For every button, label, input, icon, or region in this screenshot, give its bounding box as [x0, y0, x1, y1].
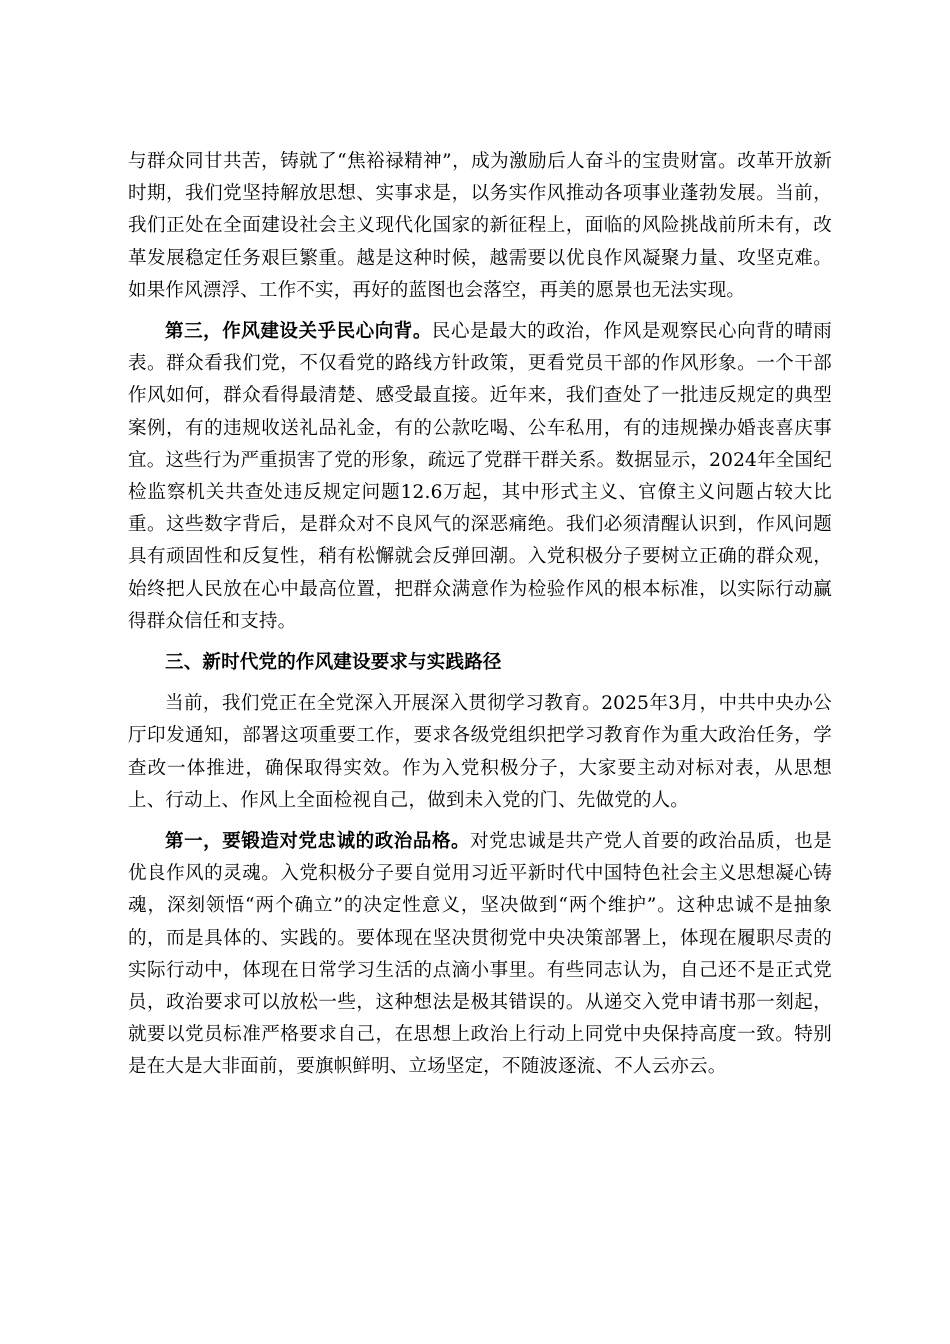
- paragraph-text: 当前，我们党正在全党深入开展深入贯彻学习教育。2025年3月，中共中央办公厅印发通知，部署这项重要工作，要求各级党组织把学习教育作为重大政治任务，学查改一体推进，确保取得实效。作为入党积极分子，大家要主动对标对表，从思想上、行动上、作风上全面检视自己，做到未入党的门、先做党的人。: [128, 693, 832, 811]
- paragraph-continuation: [128, 146, 832, 307]
- document-body: [128, 146, 832, 1093]
- paragraph-lead: 第一，要锻造对党忠诚的政治品格。: [165, 831, 471, 853]
- paragraph-first-point: [128, 826, 832, 1084]
- paragraph-text: 民心是最大的政治，作风是观察民心向背的晴雨表。群众看我们党，不仅看党的路线方针政策，更看党员干部的作风形象。一个干部作风如何，群众看得最清楚、感受最直接。近年来，我们查处了一批违反规定的典型案例，有的违规收送礼品礼金，有的公款吃喝、公车私用，有的违规操办婚丧喜庆事宜。这些行为严重损害了党的形象，疏远了党群干群关系。数据显示，2024年全国纪检监察机关共查处违反规定问题12.6万起，其中形式主义、官僚主义问题占较大比重。这些数字背后，是群众对不良风气的深恶痛绝。我们必须清醒认识到，作风问题具有顽固性和反复性，稍有松懈就会反弹回潮。入党积极分子要树立正确的群众观，始终把人民放在心中最高位置，把群众满意作为检验作风的根本标准，以实际行动赢得群众信任和支持。: [128, 321, 832, 632]
- paragraph-lead: 第三，作风建设关乎民心向背。: [165, 321, 432, 343]
- paragraph-text: 对党忠诚是共产党人首要的政治品质，也是优良作风的灵魂。入党积极分子要自觉用习近平新时代中国特色社会主义思想凝心铸魂，深刻领悟“两个确立”的决定性意义，坚决做到“两个维护”。这种忠诚不是抽象的，而是具体的、实践的。要体现在坚决贯彻党中央决策部署上，体现在履职尽责的实际行动中，体现在日常学习生活的点滴小事里。有些同志认为，自己还不是正式党员，政治要求可以放松一些，这种想法是极其错误的。从递交入党申请书那一刻起，就要以党员标准严格要求自己，在思想上政治上行动上同党中央保持高度一致。特别是在大是大非面前，要旗帜鲜明、立场坚定，不随波逐流、不人云亦云。: [128, 831, 832, 1078]
- paragraph-intro: [128, 688, 832, 817]
- section-heading: 三、新时代党的作风建设要求与实践路径: [165, 652, 502, 674]
- paragraph-text: 与群众同甘共苦，铸就了“焦裕禄精神”，成为激励后人奋斗的宝贵财富。改革开放新时期，我们党坚持解放思想、实事求是，以务实作风推动各项事业蓬勃发展。当前，我们正处在全面建设社会主义现代化国家的新征程上，面临的风险挑战前所未有，改革发展稳定任务艰巨繁重。越是这种时候，越需要以优良作风凝聚力量、攻坚克难。如果作风漂浮、工作不实，再好的蓝图也会落空，再美的愿景也无法实现。: [128, 151, 832, 301]
- paragraph-third-point: [128, 316, 832, 638]
